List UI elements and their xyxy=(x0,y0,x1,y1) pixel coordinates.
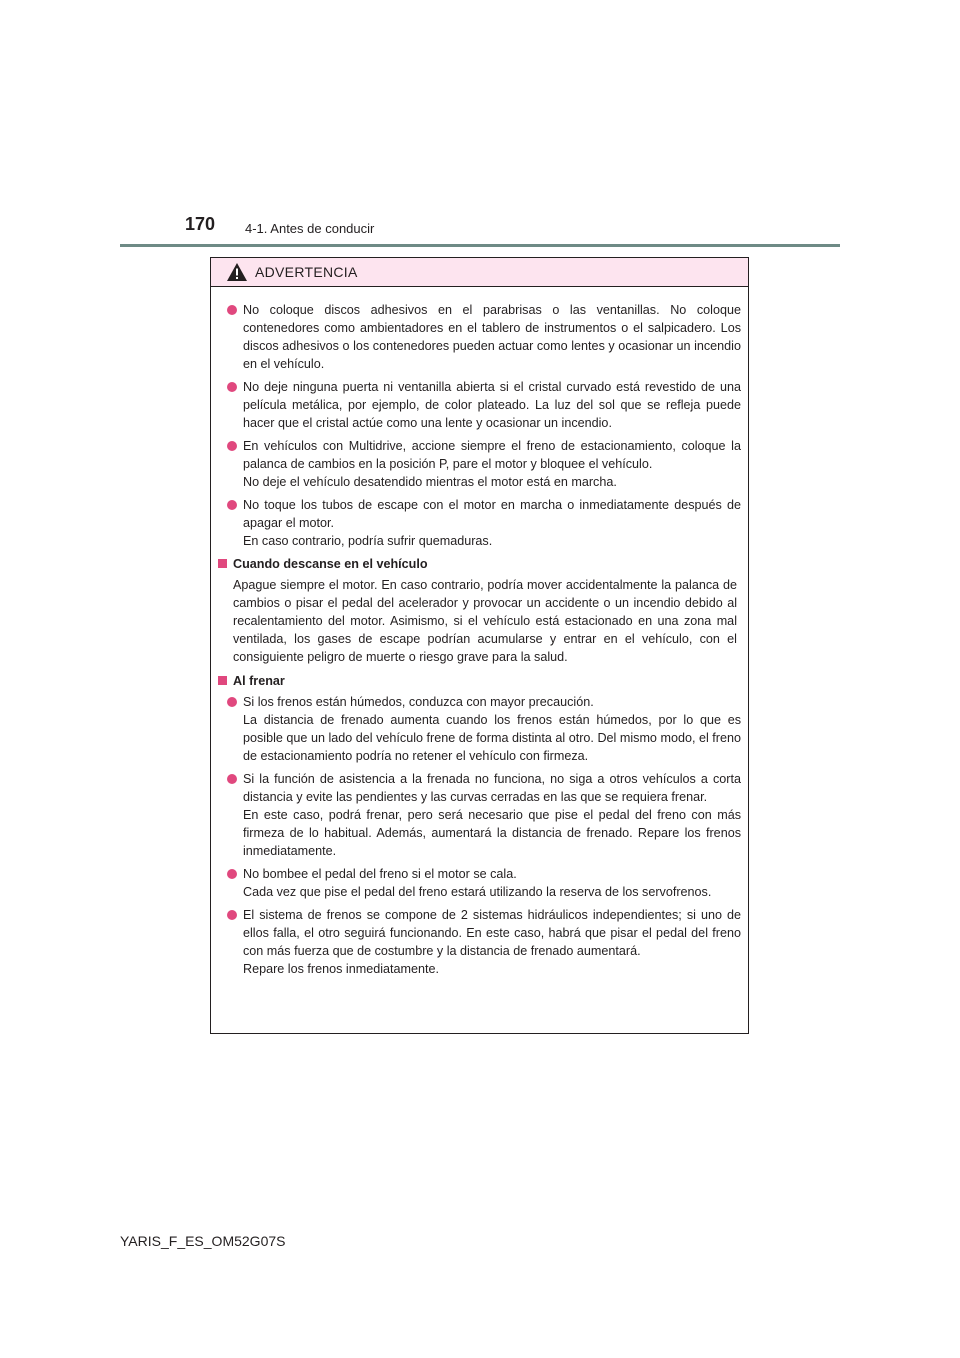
bullet-dot-icon xyxy=(227,697,237,707)
warning-item xyxy=(217,301,741,373)
section-heading-brake xyxy=(217,672,741,690)
item-text: Si la función de asistencia a la frenada no funciona, no siga a otros vehículos a corta distancia y evite las pendientes y las curvas cerradas en las que se requiera frenar. xyxy=(243,772,741,804)
item-text: No deje el vehículo desatendido mientras el motor está en marcha. xyxy=(243,475,617,489)
item-text: Repare los frenos inmediatamente. xyxy=(243,962,440,976)
item-text: El sistema de frenos se compone de 2 sistemas hidráulicos independientes; si uno de ellos falla, el otro seguirá funcionando. En este caso, habrá que pisar el pedal del freno con más fuerza que de costumbre y la distancia de frenado aumentará. xyxy=(243,908,741,958)
warning-box xyxy=(210,257,749,1034)
warning-item xyxy=(217,496,741,550)
section-title: 4-1. Antes de conducir xyxy=(245,221,375,236)
warning-item xyxy=(217,693,741,765)
header-divider xyxy=(120,244,840,247)
warning-item xyxy=(217,437,741,491)
document-code: YARIS_F_ES_OM52G07S xyxy=(120,1233,286,1249)
bullet-dot-icon xyxy=(227,869,237,879)
page-number: 170 xyxy=(185,214,216,234)
item-text: No bombee el pedal del freno si el motor se cala. xyxy=(243,867,517,881)
bullet-dot-icon xyxy=(227,382,237,392)
item-text: No toque los tubos de escape con el motor en marcha o inmediatamente después de apagar el motor. xyxy=(243,498,741,530)
heading-text: Cuando descanse en el vehículo xyxy=(233,557,428,571)
square-bullet-icon xyxy=(218,559,227,568)
item-text: En vehículos con Multidrive, accione siempre el freno de estacionamiento, coloque la palanca de cambios en la posición P, pare el motor y bloquee el vehículo. xyxy=(243,439,741,471)
bullet-dot-icon xyxy=(227,910,237,920)
item-text: En este caso, podrá frenar, pero será necesario que pise el pedal del freno con más firmeza de lo habitual. Además, aumentará la distancia de frenado. Repare los frenos inmediatamente. xyxy=(243,808,741,858)
section-heading-rest xyxy=(217,555,741,573)
section-paragraph: Apague siempre el motor. En caso contrario, podría mover accidentalmente la palanca de cambios o pisar el pedal del acelerador y provocar un accidente o un incendio debido al recalentamiento del motor. Asimismo, si el vehículo está estacionado en una zona mal ventilada, los gases de escape podrían acumularse y entrar en el vehículo, con el consiguiente peligro de muerte o riesgo grave para la salud. xyxy=(233,578,737,664)
square-bullet-icon xyxy=(218,676,227,685)
bullet-dot-icon xyxy=(227,441,237,451)
warning-title: ADVERTENCIA xyxy=(255,264,358,280)
item-text: No deje ninguna puerta ni ventanilla abierta si el cristal curvado está revestido de una película metálica, por ejemplo, de color plateado. La luz del sol que se refleja puede hacer que el cristal actúe como una lente y ocasionar un incendio. xyxy=(243,380,741,430)
bullet-dot-icon xyxy=(227,774,237,784)
bullet-dot-icon xyxy=(227,500,237,510)
item-text: Si los frenos están húmedos, conduzca con mayor precaución. xyxy=(243,695,594,709)
item-text: La distancia de frenado aumenta cuando los frenos están húmedos, por lo que es posible que un lado del vehículo frene de forma distinta al otro. Del mismo modo, el freno de estacionamiento podría no retener el vehículo con firmeza. xyxy=(243,713,741,763)
warning-body xyxy=(211,287,748,978)
bullet-dot-icon xyxy=(227,305,237,315)
warning-item xyxy=(217,906,741,978)
warning-header xyxy=(211,258,748,287)
heading-text: Al frenar xyxy=(233,674,285,688)
item-text: Cada vez que pise el pedal del freno estará utilizando la reserva de los servofrenos. xyxy=(243,885,712,899)
warning-item xyxy=(217,378,741,432)
warning-item xyxy=(217,770,741,860)
item-text: En caso contrario, podría sufrir quemaduras. xyxy=(243,534,493,548)
item-text: No coloque discos adhesivos en el parabrisas o las ventanillas. No coloque contenedores como ambientadores en el tablero de instrumentos o el salpicadero. Los discos adhesivos o los contenedores pueden actuar como lentes y ocasionar un incendio en el vehículo. xyxy=(243,303,741,371)
warning-triangle-icon xyxy=(226,262,248,282)
warning-item xyxy=(217,865,741,901)
